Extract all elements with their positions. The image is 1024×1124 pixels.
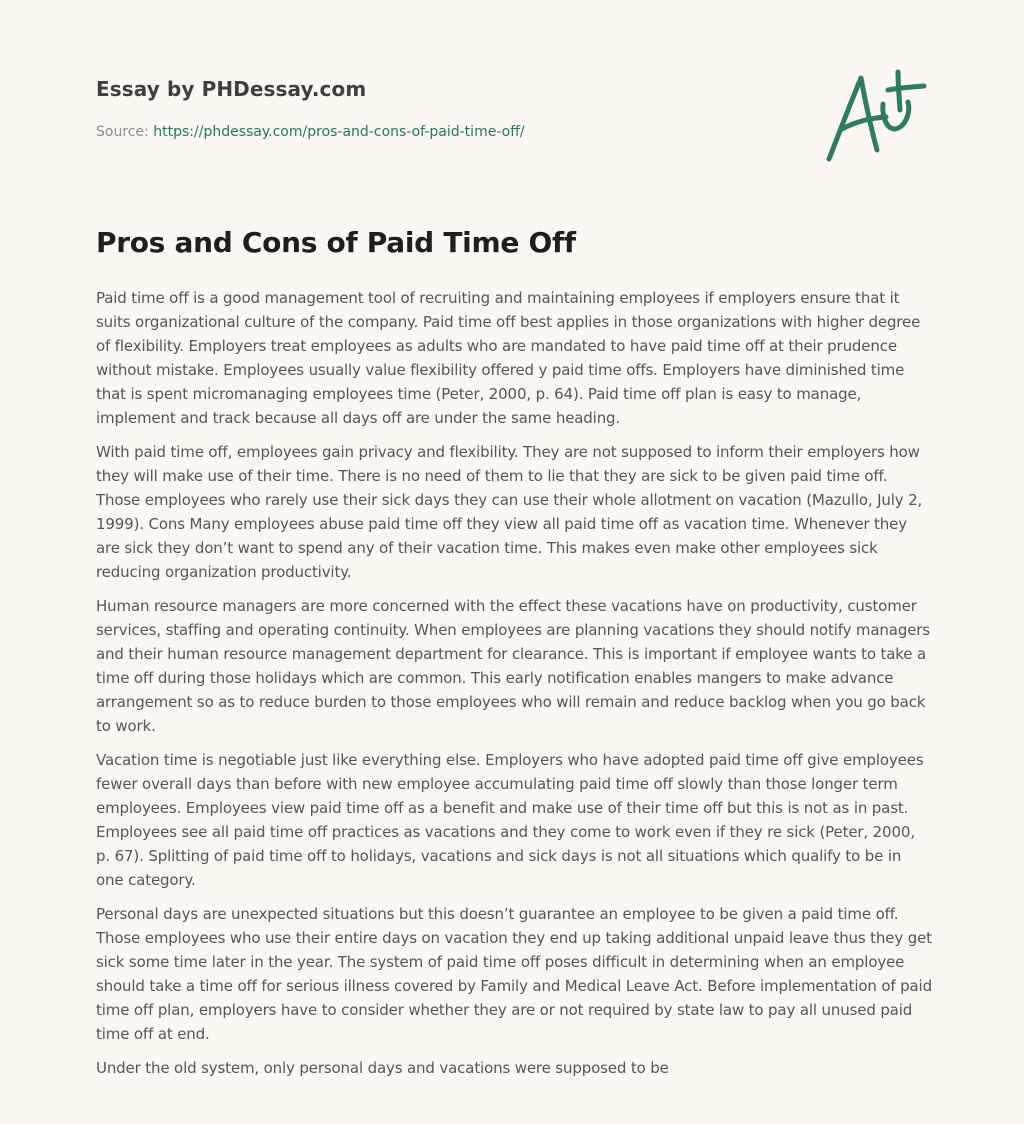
essay-paragraph-1: Paid time off is a good management tool of recruiting and maintaining employees if employers ensure that it suits organizational culture of the company. Paid time off best applies in those organizations with higher degree of flexibility. Employers treat employees as adults who are mandated to have paid time off at their prudence without mistake. Employees usually value flexibility offered y paid time offs. Employers have diminished time that is spent micromanaging employees time (Peter, 2000, p. 64). Paid time off plan is easy to manage, implement and track because all days off are under the same heading. [96,289,921,427]
essay-body [96,286,932,1090]
essay-paragraph-6: Under the old system, only personal days and vacations were supposed to be [96,1059,669,1077]
essay-paragraph-4: Vacation time is negotiable just like everything else. Employers who have adopted paid time off give employees fewer overall days than before with new employee accumulating paid time off slowly than those longer term employees. Employees view paid time off as a benefit and make use of their time off but this is not as in past. Employees see all paid time off practices as vacations and they come to work even if they re sick (Peter, 2000, p. 67). Splitting of paid time off to holidays, vacations and sick days is not all situations which qualify to be in one category. [96,751,924,889]
source-link[interactable]: https://phdessay.com/pros-and-cons-of-paid-time-off/ [153,124,525,140]
a-plus-grade-icon [820,66,930,170]
essay-title: Pros and Cons of Paid Time Off [96,226,576,259]
essay-paragraph-5: Personal days are unexpected situations but this doesn’t guarantee an employee to be given a paid time off. Those employees who use their entire days on vacation they end up taking additional unpaid leave thus they get sick some time later in the year. The system of paid time off poses difficult in determining when an employee should take a time off for serious illness covered by Family and Medical Leave Act. Before implementation of paid time off plan, employers have to consider whether they are or not required by state law to pay all unused paid time off at end. [96,905,932,1043]
essay-paragraph-2: With paid time off, employees gain privacy and flexibility. They are not supposed to inform their employers how they will make use of their time. There is no need of them to lie that they are sick to be given paid time off. Those employees who rarely use their sick days they can use their whole allotment on vacation (Mazullo, July 2, 1999). Cons Many employees abuse paid time off they view all paid time off as vacation time. Whenever they are sick they don’t want to spend any of their vacation time. This makes even make other employees sick reducing organization productivity. [96,443,923,581]
source-label: Source: [96,124,154,140]
essay-paragraph-3: Human resource managers are more concerned with the effect these vacations have on productivity, customer services, staffing and operating continuity. When employees are planning vacations they should notify managers and their human resource management department for clearance. This is important if employee wants to take a time off during those holidays which are common. This early notification enables mangers to make advance arrangement so as to reduce burden to those employees who will remain and reduce backlog when you go back to work. [96,597,930,735]
source-line [96,124,525,140]
site-brand: Essay by PHDessay.com [96,77,367,101]
